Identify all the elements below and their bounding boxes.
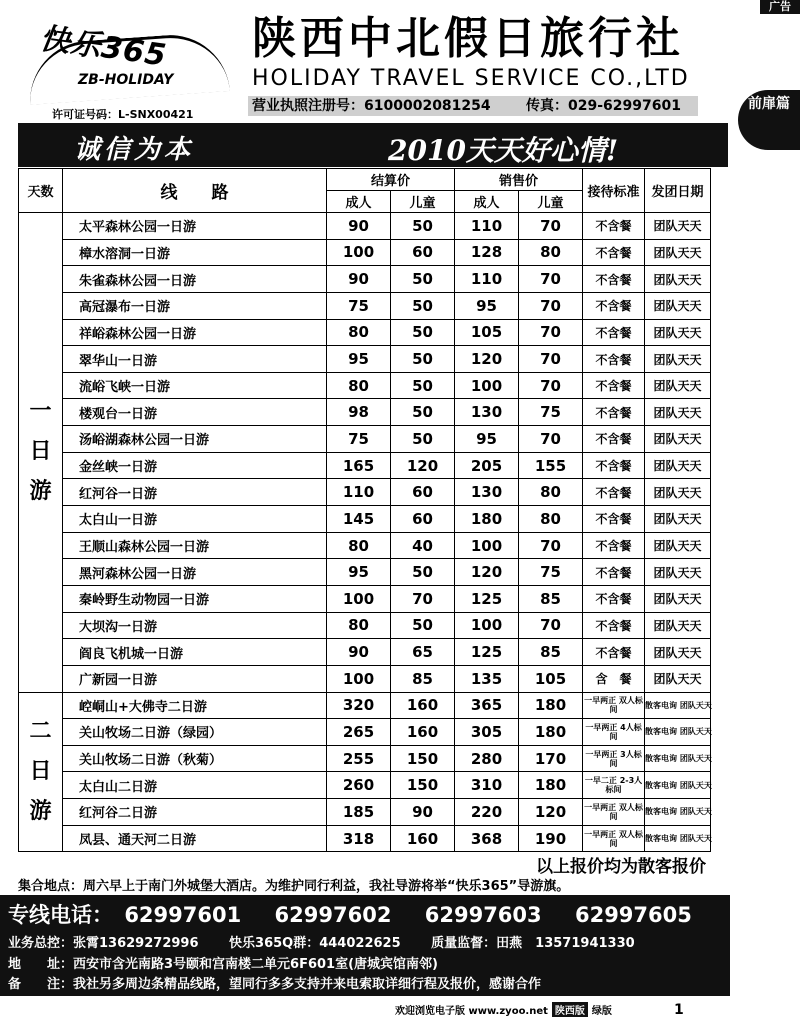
sale-child: 180: [519, 772, 583, 799]
day-group-label: [19, 213, 63, 693]
tour-row: [19, 719, 711, 746]
settle-child: 160: [391, 719, 455, 746]
sale-adult: 205: [455, 452, 519, 479]
header-settle-price: 结算价: [327, 169, 455, 191]
route-name: 王顺山森林公园一日游: [63, 532, 327, 559]
quality-supervisor: 质量监督：田燕 13571941330: [431, 936, 635, 951]
meal-standard: 不含餐: [583, 266, 645, 293]
company-name-cn: 陕西中北假日旅行社: [252, 13, 684, 64]
settle-adult: 90: [327, 213, 391, 240]
hotline-phone-3: 62997603: [424, 903, 542, 927]
route-name: 秦岭野生动物园一日游: [63, 585, 327, 612]
sale-adult: 128: [455, 239, 519, 266]
slogan-bar: [18, 123, 728, 167]
tour-row: [19, 346, 711, 373]
sale-child: 70: [519, 346, 583, 373]
settle-adult: 95: [327, 559, 391, 586]
meal-standard: 一早二正 2-3人标间: [583, 772, 645, 799]
settle-child: 50: [391, 372, 455, 399]
settle-child: 160: [391, 692, 455, 719]
edition-name: 绿版: [591, 1006, 612, 1017]
tour-row: [19, 372, 711, 399]
hotline-label: 专线电话：: [8, 903, 113, 927]
settle-child: 150: [391, 745, 455, 772]
sale-child: 120: [519, 799, 583, 826]
settle-child: 50: [391, 292, 455, 319]
registration-bar: [248, 96, 698, 116]
settle-adult: 80: [327, 612, 391, 639]
meal-standard: 一早两正 双人标间: [583, 692, 645, 719]
sale-adult: 125: [455, 639, 519, 666]
settle-child: 90: [391, 799, 455, 826]
tour-row: [19, 292, 711, 319]
route-name: 汤峪湖森林公园一日游: [63, 426, 327, 453]
settle-adult: 185: [327, 799, 391, 826]
sale-adult: 280: [455, 745, 519, 772]
hotline-phone-2: 62997602: [274, 903, 392, 927]
header-departure: 发团日期: [645, 169, 711, 213]
departure: 团队天天: [645, 399, 711, 426]
two-day-tours: [19, 692, 711, 852]
company-logo: [18, 18, 238, 98]
settle-child: 50: [391, 346, 455, 373]
departure: 团队天天: [645, 665, 711, 692]
settle-adult: 100: [327, 665, 391, 692]
departure: 散客电询 团队天天: [645, 799, 711, 826]
tour-row: [19, 772, 711, 799]
tour-row: [19, 559, 711, 586]
settle-adult: 265: [327, 719, 391, 746]
slogan-right: 2010天天好心情!: [388, 134, 619, 167]
hotline-phone-1: 62997601: [124, 903, 242, 927]
meal-standard: 一早两正 双人标间: [583, 825, 645, 852]
tour-row: [19, 532, 711, 559]
sale-adult: 180: [455, 506, 519, 533]
settle-child: 60: [391, 506, 455, 533]
departure: 团队天天: [645, 532, 711, 559]
tour-row: [19, 479, 711, 506]
logo-brand: 快乐365: [37, 21, 169, 74]
tour-row: [19, 239, 711, 266]
day-label-char: 二: [29, 718, 52, 744]
route-name: 楼观台一日游: [63, 399, 327, 426]
meal-standard: 不含餐: [583, 372, 645, 399]
route-name: 红河谷一日游: [63, 479, 327, 506]
departure: 团队天天: [645, 239, 711, 266]
tour-row: [19, 825, 711, 852]
meal-standard: 不含餐: [583, 639, 645, 666]
settle-child: 50: [391, 319, 455, 346]
departure: 团队天天: [645, 452, 711, 479]
route-name: 红河谷二日游: [63, 799, 327, 826]
sale-adult: 125: [455, 585, 519, 612]
settle-adult: 80: [327, 532, 391, 559]
sale-adult: 100: [455, 372, 519, 399]
sale-child: 180: [519, 692, 583, 719]
sale-child: 155: [519, 452, 583, 479]
slogan-left: 诚信为本: [74, 135, 195, 165]
settle-adult: 80: [327, 319, 391, 346]
tour-row: [19, 399, 711, 426]
sale-adult: 130: [455, 479, 519, 506]
settle-adult: 75: [327, 426, 391, 453]
sale-child: 80: [519, 239, 583, 266]
settle-child: 160: [391, 825, 455, 852]
sale-child: 70: [519, 266, 583, 293]
day-label-char: 日: [29, 758, 52, 784]
meal-standard: 不含餐: [583, 346, 645, 373]
route-name: 祥峪森林公园一日游: [63, 319, 327, 346]
tour-row: [19, 266, 711, 293]
departure: 团队天天: [645, 266, 711, 293]
settle-adult: 90: [327, 639, 391, 666]
sale-child: 70: [519, 319, 583, 346]
settle-child: 50: [391, 213, 455, 240]
settle-adult: 80: [327, 372, 391, 399]
sale-child: 70: [519, 213, 583, 240]
tour-row: [19, 452, 711, 479]
header-sale-adult: 成人: [455, 191, 519, 213]
hotline: [8, 899, 718, 929]
settle-child: 65: [391, 639, 455, 666]
settle-adult: 98: [327, 399, 391, 426]
sale-child: 75: [519, 399, 583, 426]
day-group-label: [19, 692, 63, 852]
settle-adult: 260: [327, 772, 391, 799]
sale-adult: 368: [455, 825, 519, 852]
meal-standard: 不含餐: [583, 213, 645, 240]
sale-child: 70: [519, 426, 583, 453]
departure: 散客电询 团队天天: [645, 825, 711, 852]
departure: 团队天天: [645, 559, 711, 586]
page-number: 1: [674, 1002, 684, 1018]
price-footnote: 以上报价均为散客报价: [536, 857, 706, 877]
settle-child: 50: [391, 399, 455, 426]
sale-adult: 105: [455, 319, 519, 346]
tour-row: [19, 639, 711, 666]
sale-child: 105: [519, 665, 583, 692]
sale-adult: 135: [455, 665, 519, 692]
meal-standard: 不含餐: [583, 319, 645, 346]
settle-child: 50: [391, 266, 455, 293]
header-sale-child: 儿童: [519, 191, 583, 213]
departure: 团队天天: [645, 612, 711, 639]
meal-standard: 不含餐: [583, 399, 645, 426]
sale-adult: 100: [455, 532, 519, 559]
route-name: 黑河森林公园一日游: [63, 559, 327, 586]
departure: 散客电询 团队天天: [645, 745, 711, 772]
departure: 团队天天: [645, 479, 711, 506]
route-name: 阎良飞机城一日游: [63, 639, 327, 666]
header-meal-standard: 接待标准: [583, 169, 645, 213]
tour-row: [19, 665, 711, 692]
route-name: 金丝峡一日游: [63, 452, 327, 479]
edition-badge: 陕西版: [552, 1002, 588, 1017]
sale-adult: 95: [455, 292, 519, 319]
departure: 散客电询 团队天天: [645, 692, 711, 719]
settle-child: 85: [391, 665, 455, 692]
ad-tag: 广告: [760, 0, 800, 14]
registration-number: 营业执照注册号：6100002081254: [252, 98, 491, 114]
departure: 团队天天: [645, 585, 711, 612]
meal-standard: 含 餐: [583, 665, 645, 692]
sale-adult: 310: [455, 772, 519, 799]
meal-standard: 不含餐: [583, 239, 645, 266]
route-name: 广新园一日游: [63, 665, 327, 692]
sale-adult: 365: [455, 692, 519, 719]
sale-adult: 110: [455, 213, 519, 240]
business-supervisor: 业务总控：张霄13629272996: [8, 936, 199, 951]
sale-child: 85: [519, 639, 583, 666]
company-name-en: HOLIDAY TRAVEL SERVICE CO.,LTD: [252, 66, 690, 91]
tour-row: [19, 612, 711, 639]
day-label-char: 一: [29, 399, 52, 425]
settle-adult: 75: [327, 292, 391, 319]
license-number: 许可证号码：L-SNX00421: [52, 108, 194, 121]
settle-adult: 318: [327, 825, 391, 852]
tour-row: [19, 745, 711, 772]
sale-child: 75: [519, 559, 583, 586]
departure: 团队天天: [645, 292, 711, 319]
departure: 散客电询 团队天天: [645, 772, 711, 799]
settle-adult: 320: [327, 692, 391, 719]
header-days: 天数: [19, 169, 63, 213]
tour-row: [19, 799, 711, 826]
address-line: 地 址：西安市含光南路3号颐和宫南楼二单元6F601室(唐城宾馆南邻): [8, 957, 438, 972]
departure: 散客电询 团队天天: [645, 719, 711, 746]
settle-child: 60: [391, 479, 455, 506]
sale-child: 70: [519, 532, 583, 559]
route-name: 凤县、通天河二日游: [63, 825, 327, 852]
settle-adult: 100: [327, 585, 391, 612]
settle-child: 50: [391, 426, 455, 453]
header-route: 线 路: [63, 169, 327, 213]
footer-welcome: 欢迎浏览电子版 www.zyoo.net: [395, 1006, 548, 1017]
staff-line: [8, 932, 661, 951]
sale-adult: 120: [455, 559, 519, 586]
sale-adult: 110: [455, 266, 519, 293]
meal-standard: 不含餐: [583, 506, 645, 533]
route-name: 流峪飞峡一日游: [63, 372, 327, 399]
route-name: 崆峒山+大佛寺二日游: [63, 692, 327, 719]
settle-adult: 165: [327, 452, 391, 479]
settle-adult: 95: [327, 346, 391, 373]
fax-number: 传真：029-62997601: [526, 98, 681, 114]
settle-adult: 90: [327, 266, 391, 293]
settle-child: 40: [391, 532, 455, 559]
sale-child: 85: [519, 585, 583, 612]
settle-child: 150: [391, 772, 455, 799]
route-name: 太白山二日游: [63, 772, 327, 799]
settle-adult: 255: [327, 745, 391, 772]
sale-child: 70: [519, 612, 583, 639]
day-label-char: 日: [29, 439, 52, 465]
qq-group: 快乐365Q群：444022625: [229, 936, 401, 951]
tour-row: [19, 585, 711, 612]
meal-standard: 不含餐: [583, 612, 645, 639]
settle-adult: 100: [327, 239, 391, 266]
tour-row: [19, 506, 711, 533]
header-settle-adult: 成人: [327, 191, 391, 213]
tour-row: [19, 692, 711, 719]
meal-standard: 不含餐: [583, 532, 645, 559]
meal-standard: 不含餐: [583, 479, 645, 506]
departure: 团队天天: [645, 213, 711, 240]
departure: 团队天天: [645, 639, 711, 666]
settle-adult: 110: [327, 479, 391, 506]
sale-adult: 120: [455, 346, 519, 373]
meal-standard: 不含餐: [583, 452, 645, 479]
meal-standard: 不含餐: [583, 426, 645, 453]
departure: 团队天天: [645, 372, 711, 399]
route-name: 朱雀森林公园一日游: [63, 266, 327, 293]
meal-standard: 一早两正 3人标间: [583, 745, 645, 772]
day-label-char: 游: [29, 479, 52, 505]
settle-child: 70: [391, 585, 455, 612]
tour-row: [19, 213, 711, 240]
departure: 团队天天: [645, 426, 711, 453]
footer-line: [395, 1002, 612, 1017]
price-table: [18, 168, 711, 852]
departure: 团队天天: [645, 346, 711, 373]
route-name: 太白山一日游: [63, 506, 327, 533]
settle-child: 50: [391, 612, 455, 639]
meal-standard: 不含餐: [583, 585, 645, 612]
route-name: 高冠瀑布一日游: [63, 292, 327, 319]
route-name: 太平森林公园一日游: [63, 213, 327, 240]
meal-standard: 一早两正 双人标间: [583, 799, 645, 826]
contact-bar: [0, 895, 730, 996]
day-label-char: 游: [29, 798, 52, 824]
sale-adult: 130: [455, 399, 519, 426]
settle-child: 50: [391, 559, 455, 586]
route-name: 大坝沟一日游: [63, 612, 327, 639]
sale-adult: 220: [455, 799, 519, 826]
route-name: 翠华山一日游: [63, 346, 327, 373]
settle-adult: 145: [327, 506, 391, 533]
section-tab: 前扉篇: [738, 90, 800, 150]
sale-child: 80: [519, 506, 583, 533]
sale-child: 180: [519, 719, 583, 746]
settle-child: 120: [391, 452, 455, 479]
header-settle-child: 儿童: [391, 191, 455, 213]
route-name: 关山牧场二日游（绿园）: [63, 719, 327, 746]
meal-standard: 不含餐: [583, 292, 645, 319]
note-line: 备 注：我社另多周边条精品线路，望同行多多支持并来电索取详细行程及报价，感谢合作: [8, 977, 542, 992]
tour-row: [19, 426, 711, 453]
departure: 团队天天: [645, 506, 711, 533]
route-name: 关山牧场二日游（秋菊）: [63, 745, 327, 772]
meal-standard: 一早两正 4人标间: [583, 719, 645, 746]
sale-child: 190: [519, 825, 583, 852]
sale-child: 70: [519, 292, 583, 319]
hotline-phone-4: 62997605: [574, 903, 692, 927]
meal-standard: 不含餐: [583, 559, 645, 586]
meeting-point: 集合地点：周六早上于南门外城堡大酒店。为维护同行利益，我社导游将举“快乐365”导游旗。: [18, 879, 570, 894]
sale-adult: 100: [455, 612, 519, 639]
one-day-tours: [19, 213, 711, 693]
logo-sub: ZB-HOLIDAY: [78, 72, 174, 88]
sale-child: 170: [519, 745, 583, 772]
sale-adult: 95: [455, 426, 519, 453]
settle-child: 60: [391, 239, 455, 266]
sale-adult: 305: [455, 719, 519, 746]
sale-child: 80: [519, 479, 583, 506]
route-name: 樟水溶洞一日游: [63, 239, 327, 266]
sale-child: 70: [519, 372, 583, 399]
departure: 团队天天: [645, 319, 711, 346]
header-sale-price: 销售价: [455, 169, 583, 191]
tour-row: [19, 319, 711, 346]
